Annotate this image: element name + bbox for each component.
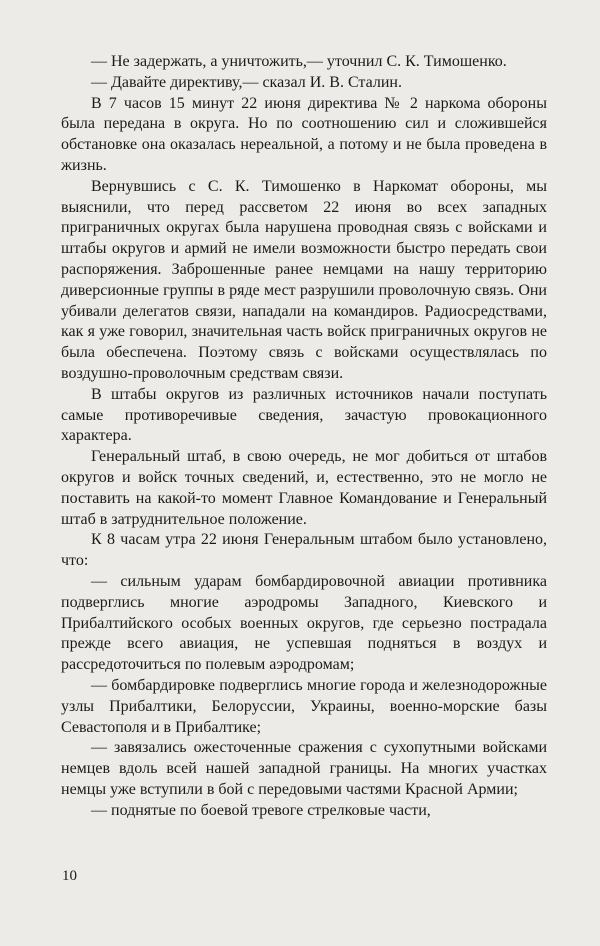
paragraph: В штабы округов из различных источников начали поступать самые противоречивые сведения, зачастую провокационного характера. bbox=[61, 385, 547, 445]
paragraph: Генеральный штаб, в свою очередь, не мог добиться от штабов округов и войск точных сведений, и, естественно, это не могло не поставить на какой-то момент Главное Командование и Генеральный штаб в затруднительное положение. bbox=[61, 448, 547, 528]
paragraph: — бомбардировке подверглись многие города и железнодорожные узлы Прибалтики, Белоруссии, Украины, военно-морские базы Севастополя и в Прибалтике; bbox=[61, 676, 547, 736]
paragraph: Вернувшись с С. К. Тимошенко в Наркомат обороны, мы выяснили, что перед рассветом 22 июня во всех западных приграничных округах была нарушена проводная связь с войсками и штабы округов и армий не имели возможности быстро передать свои распоряжения. Заброшенные ранее немцами на нашу территорию диверсионные группы в ряде мест разрушили проволочную связь. Они убивали делегатов связи, нападали на командиров. Радиосредствами, как я уже говорил, значительная часть войск приграничных округов не была обеспечена. Поэтому связь с войсками осуществлялась по воздушно-проволочным средствам связи. bbox=[61, 177, 547, 382]
paragraph: — Давайте директиву,— сказал И. В. Сталин. bbox=[91, 73, 402, 91]
paragraph: — Не задержать, а уничтожить,— уточнил С. К. Тимошенко. bbox=[91, 53, 507, 70]
paragraph: — сильным ударам бомбардировочной авиации противника подверглись многие аэродромы Западного, Киевского и Прибалтийского особых военных округов, где серьезно пострадала прежде всего авиация, не успевшая подняться в воздух и рассредоточиться по полевым аэродромам; bbox=[61, 572, 547, 674]
paragraph: В 7 часов 15 минут 22 июня директива № 2 наркома обороны была передана в округа. Но по соотношению сил и сложившейся обстановке она оказалась нереальной, а потому и не была проведена в жизнь. bbox=[61, 94, 547, 174]
page-number: 10 bbox=[62, 868, 77, 884]
paragraph: — завязались ожесточенные сражения с сухопутными войсками немцев вдоль всей нашей западной границы. На многих участках немцы уже вступили в бой с передовыми частями Красной Армии; bbox=[61, 739, 547, 798]
paragraph: К 8 часам утра 22 июня Генеральным штабом было установлено, что: bbox=[61, 531, 547, 570]
page-text bbox=[61, 52, 547, 821]
paragraph: — поднятые по боевой тревоге стрелковые части, bbox=[91, 801, 431, 819]
